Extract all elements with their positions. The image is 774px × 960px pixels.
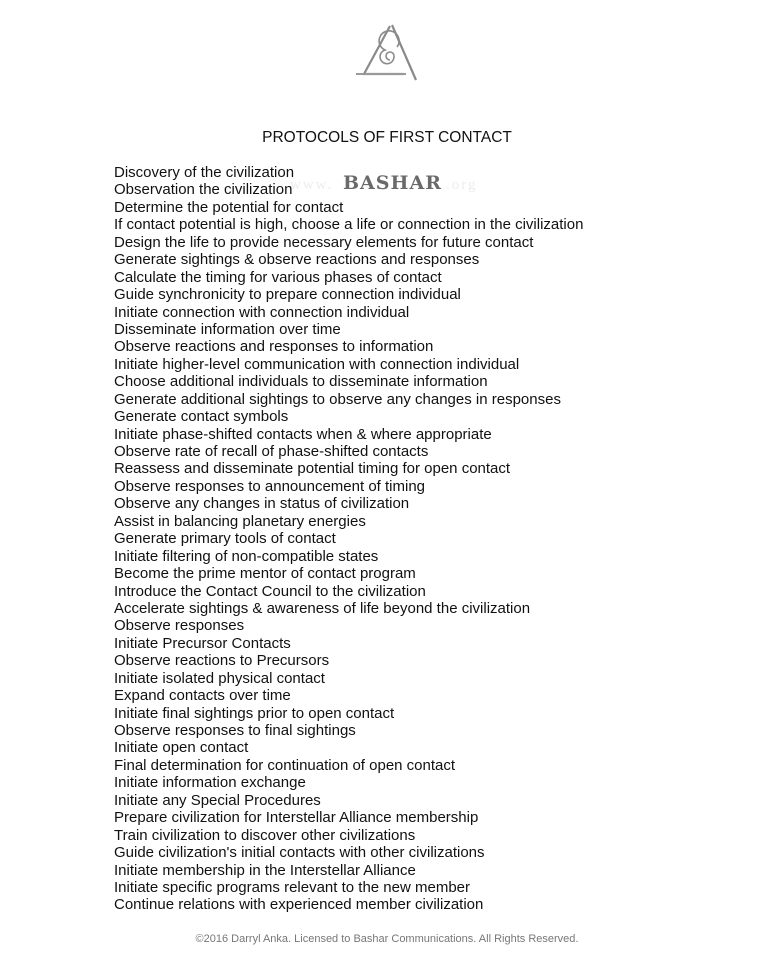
list-item: Continue relations with experienced member civilization [114, 896, 484, 914]
protocol-list [114, 164, 583, 914]
list-item: If contact potential is high, choose a life or connection in the civilization [114, 216, 584, 234]
list-item: Reassess and disseminate potential timing for open contact [114, 460, 511, 478]
list-item: Initiate open contact [114, 739, 249, 757]
list-item: Observe any changes in status of civilization [114, 495, 410, 513]
list-item: Generate additional sightings to observe any changes in responses [114, 390, 561, 408]
list-item: Initiate membership in the Interstellar Alliance [114, 861, 416, 879]
list-item: Observe reactions to Precursors [114, 652, 330, 670]
list-item: Initiate filtering of non-compatible states [114, 547, 379, 565]
brand-name: BASHAR [343, 172, 443, 194]
list-item: Accelerate sightings & awareness of life beyond the civilization [114, 599, 531, 617]
document-title: PROTOCOLS OF FIRST CONTACT [262, 129, 512, 146]
list-item: Choose additional individuals to disseminate information [114, 373, 488, 391]
list-item: Initiate Precursor Contacts [114, 634, 291, 652]
list-item: Initiate information exchange [114, 774, 306, 792]
list-item: Initiate isolated physical contact [114, 669, 325, 687]
list-item: Discovery of the civilization [114, 164, 295, 181]
list-item: Assist in balancing planetary energies [114, 512, 366, 530]
list-item: Observe responses to final sightings [114, 722, 356, 739]
list-item: Initiate final sightings prior to open contact [114, 704, 395, 722]
list-item: Become the prime mentor of contact program [114, 565, 416, 583]
list-item: Observe responses to announcement of timing [114, 477, 426, 495]
list-item: Initiate any Special Procedures [114, 791, 321, 809]
list-item: Guide civilization's initial contacts with other civilizations [114, 844, 485, 862]
list-item: Expand contacts over time [114, 687, 291, 705]
list-item: Observe rate of recall of phase-shifted contacts [114, 443, 429, 460]
list-item: Introduce the Contact Council to the civilization [114, 582, 426, 600]
list-item: Initiate specific programs relevant to the new member [114, 878, 470, 896]
list-item: Final determination for continuation of open contact [114, 756, 456, 774]
list-item: Observe reactions and responses to information [114, 338, 434, 356]
list-item: Generate contact symbols [114, 408, 289, 426]
list-item: Initiate connection with connection individual [114, 303, 410, 321]
watermark-text-right: .org [446, 177, 478, 193]
list-item: Observation the civilization [114, 181, 293, 199]
list-item: Generate sightings & observe reactions and responses [114, 251, 480, 269]
list-item: Design the life to provide necessary elements for future contact [114, 233, 534, 251]
list-item: Prepare civilization for Interstellar Alliance membership [114, 809, 479, 827]
list-item: Observe responses [114, 617, 245, 635]
list-item: Initiate phase-shifted contacts when & where appropriate [114, 425, 492, 443]
list-item: Calculate the timing for various phases of contact [114, 268, 442, 286]
list-item: Determine the potential for contact [114, 198, 344, 216]
list-item: Guide synchronicity to prepare connection individual [114, 286, 461, 304]
list-item: Train civilization to discover other civilizations [114, 826, 416, 844]
list-item: Generate primary tools of contact [114, 530, 336, 548]
list-item: Initiate higher-level communication with connection individual [114, 355, 520, 373]
watermark-text-left: www. [290, 177, 334, 193]
list-item: Disseminate information over time [114, 320, 341, 338]
triangle-spiral-logo-icon [340, 22, 440, 86]
copyright-footer: ©2016 Darryl Anka. Licensed to Bashar Communications. All Rights Reserved. [195, 933, 579, 945]
